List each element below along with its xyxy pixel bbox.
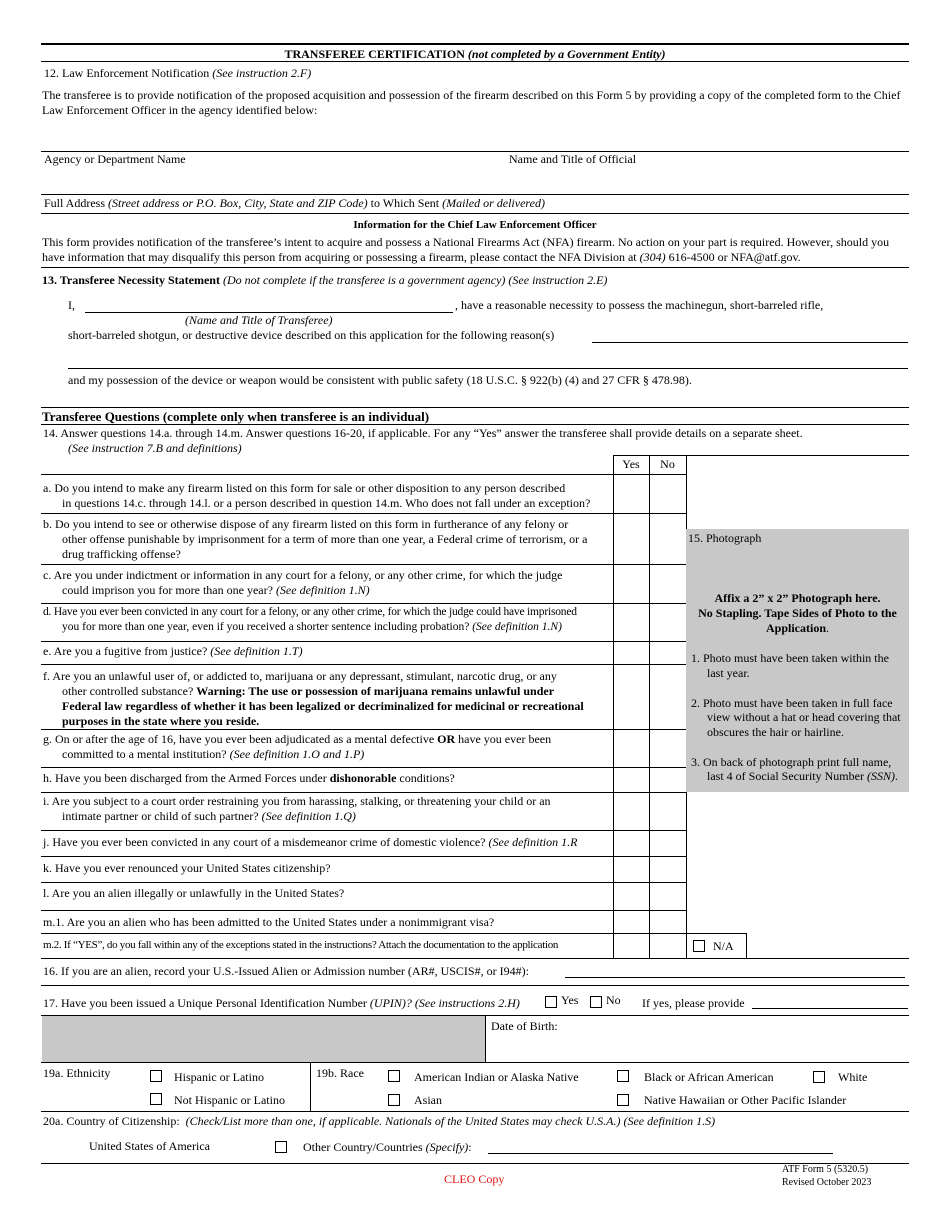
q14f-text-2: other controlled substance? Warning: The use or possession of marijuana remains unlawful under — [62, 684, 555, 698]
q14k-text: k. Have you ever renounced your United States citizenship? — [43, 861, 331, 875]
reason-line-2 — [68, 368, 908, 369]
hispanic-checkbox[interactable] — [150, 1070, 162, 1082]
q14i-no[interactable] — [650, 793, 686, 830]
row-line — [41, 641, 686, 642]
col-line — [746, 933, 747, 958]
cleo-body: This form provides notification of the transferee’s intent to acquire and possess a National Firearms Act (NFA) firearm. No action on your part is required. However, should you have information that may disqualify this person from acquiring or possessing a firearm, please contact the NFA Division at (304) 616-4500 or NFA@atf.gov. — [42, 235, 890, 264]
q14m2-no[interactable] — [650, 934, 686, 958]
row-line — [41, 792, 686, 793]
official-field[interactable] — [505, 120, 909, 150]
q14g-text: g. On or after the age of 16, have you ever been adjudicated as a mental defective OR have you ever been — [43, 732, 552, 746]
necessity-line3: and my possession of the device or weapon would be consistent with public safety (18 U.S.C. § 922(b) (4) and 27 CFR § 478.98). — [68, 373, 692, 387]
q14f-yes[interactable] — [614, 665, 649, 729]
full-address-field[interactable] — [41, 168, 909, 194]
photo-affix-3: Application. — [765, 621, 829, 635]
law-enforcement-notification-label: 12. Law Enforcement Notification (See instruction 2.F) — [44, 66, 312, 80]
citizenship-label: 20a. Country of Citizenship: (Check/List more than one, if applicable. Nationals of the United States may check U.S.A.) (See definition 1.S) — [43, 1114, 716, 1128]
race-aian-checkbox[interactable] — [388, 1070, 400, 1082]
q14a-text: a. Do you intend to make any firearm listed on this form for sale or other disposition to any person described — [43, 481, 566, 495]
questions-header: Transferee Questions (complete only when transferee is an individual) — [42, 409, 430, 424]
row-line — [41, 729, 686, 730]
q14d-text-2: you for more than one year, even if you received a shorter sentence including probation? (See definition 1.N) — [62, 621, 562, 633]
other-country-line — [488, 1153, 833, 1154]
q14b-text-2: other offense punishable by imprisonment for a term of more than one year, a Federal crime of terrorism, or a — [62, 532, 588, 546]
dob-label: Date of Birth: — [491, 1019, 558, 1033]
photo-req-2: 2. Photo must have been taken in full face — [691, 696, 893, 710]
transferee-name-field[interactable] — [85, 296, 453, 312]
q14a-text-2: in questions 14.c. through 14.l. or a person described in question 14.m. Who does not fall under an exception? — [62, 496, 591, 510]
q14l-text: l. Are you an alien illegally or unlawfully in the United States? — [43, 886, 345, 900]
rule — [41, 213, 909, 214]
agency-field[interactable] — [41, 120, 501, 150]
race-black-label: Black or African American — [644, 1070, 774, 1084]
q14e-yes[interactable] — [614, 642, 649, 664]
i-label: I, — [68, 298, 75, 312]
rule — [41, 267, 909, 268]
q14k-no[interactable] — [650, 857, 686, 882]
row-line — [41, 856, 686, 857]
q14d-text: d. Have you ever been convicted in any court for a felony, or any other crime, for which the judge could have imprisoned — [43, 606, 577, 618]
not-hispanic-checkbox[interactable] — [150, 1093, 162, 1105]
q14j-yes[interactable] — [614, 831, 649, 856]
q14b-text: b. Do you intend to see or otherwise dispose of any firearm listed on this form in furtherance of any felony or — [43, 517, 569, 531]
q14b-yes[interactable] — [614, 514, 649, 564]
no-header: No — [660, 457, 675, 471]
q14g-yes[interactable] — [614, 730, 649, 767]
photo-req-2b: view without a hat or head covering that — [707, 710, 901, 724]
row-line — [41, 882, 686, 883]
q14-intro-note: (See instruction 7.B and definitions) — [68, 441, 242, 455]
row-line — [41, 474, 686, 475]
q14h-yes[interactable] — [614, 768, 649, 792]
q14l-no[interactable] — [650, 883, 686, 910]
q14i-yes[interactable] — [614, 793, 649, 830]
race-aian-label: American Indian or Alaska Native — [414, 1070, 579, 1084]
q14f-text: f. Are you an unlawful user of, or addicted to, marijuana or any depressant, stimulant, narcotic drug, or any — [43, 669, 557, 683]
row-line — [41, 513, 686, 514]
q14g-no[interactable] — [650, 730, 686, 767]
photo-req-1b: last year. — [707, 666, 750, 680]
q14c-text-2: could imprison you for more than one year? (See definition 1.N) — [62, 583, 370, 597]
row-line — [41, 958, 909, 959]
photo-affix-1: Affix a 2” x 2” Photograph here. — [714, 591, 881, 605]
usa-label: United States of America — [89, 1139, 210, 1153]
q14c-text: c. Are you under indictment or information in any court for a felony, or any other crime, for which the judge — [43, 568, 563, 582]
q14m1-no[interactable] — [650, 911, 686, 933]
reason-line — [592, 342, 908, 343]
q14f-text-4: purposes in the state where you reside. — [62, 714, 260, 728]
upin-provide-label: If yes, please provide — [642, 996, 745, 1010]
reason-field[interactable] — [592, 326, 908, 342]
photo-req-1: 1. Photo must have been taken within the — [691, 651, 889, 665]
race-asian-label: Asian — [414, 1093, 442, 1107]
q16-label: 16. If you are an alien, record your U.S.-Issued Alien or Admission number (AR#, USCIS#, or I94#): — [43, 964, 529, 978]
row-line — [41, 910, 686, 911]
ethnicity-label: 19a. Ethnicity — [43, 1066, 111, 1080]
rule — [41, 1111, 909, 1112]
necessity-text: , have a reasonable necessity to possess the machinegun, short-barreled rifle, — [455, 298, 824, 312]
rule — [41, 424, 909, 425]
q14h-no[interactable] — [650, 768, 686, 792]
q14b-no[interactable] — [650, 514, 686, 564]
q14b-text-3: drug trafficking offense? — [62, 547, 181, 561]
upin-yes-checkbox[interactable] — [545, 996, 557, 1008]
q14i-text: i. Are you subject to a court order restraining you from harassing, stalking, or threatening your child or an — [43, 794, 551, 808]
alien-number-line — [565, 977, 905, 978]
q14g-text-2: committed to a mental institution? (See definition 1.O and 1.P) — [62, 747, 365, 761]
race-black-checkbox[interactable] — [617, 1070, 629, 1082]
reason-field-2[interactable] — [68, 350, 908, 368]
other-country-field[interactable] — [488, 1137, 833, 1153]
race-nhpi-checkbox[interactable] — [617, 1094, 629, 1106]
other-country-checkbox[interactable] — [275, 1141, 287, 1153]
q14l-yes[interactable] — [614, 883, 649, 910]
address-label: Full Address (Street address or P.O. Box, City, State and ZIP Code) to Which Sent (Mailed or delivered) — [44, 196, 545, 210]
alien-number-field[interactable] — [565, 960, 905, 977]
upin-yes-label: Yes — [561, 993, 579, 1007]
row-line — [41, 664, 686, 665]
top-rule — [41, 43, 909, 45]
q14-intro: 14. Answer questions 14.a. through 14.m. Answer questions 16-20, if applicable. For any “Yes” answer the transferee shall provide details on a separate sheet. — [43, 426, 803, 440]
notification-body: The transferee is to provide notification of the proposed acquisition and possession of the firearm described on this Form 5 by providing a copy of the completed form to the Chief Law Enforcement Officer in the agency identified below: — [42, 88, 901, 117]
q14m1-yes[interactable] — [614, 911, 649, 933]
rule — [41, 985, 909, 986]
q14c-yes[interactable] — [614, 565, 649, 603]
q14a-no[interactable] — [650, 475, 686, 513]
form-number: ATF Form 5 (5320.5) — [782, 1164, 869, 1175]
hispanic-label: Hispanic or Latino — [174, 1070, 264, 1084]
race-label: 19b. Race — [316, 1066, 364, 1080]
q14h-text: h. Have you been discharged from the Armed Forces under dishonorable conditions? — [43, 771, 455, 785]
q14k-yes[interactable] — [614, 857, 649, 882]
not-hispanic-label: Not Hispanic or Latino — [174, 1093, 285, 1107]
yes-header: Yes — [622, 457, 640, 471]
rule — [41, 407, 909, 408]
q14d-no[interactable] — [650, 604, 686, 641]
q14c-no[interactable] — [650, 565, 686, 603]
q14f-text-3: Federal law regardless of whether it has been legalized or decriminalized for medicinal or recreational — [62, 699, 584, 713]
q14m2-yes[interactable] — [614, 934, 649, 958]
rule — [41, 61, 909, 62]
upin-line — [752, 1008, 908, 1009]
race-nhpi-label: Native Hawaiian or Other Pacific Islander — [644, 1093, 847, 1107]
name-caption: (Name and Title of Transferee) — [185, 313, 333, 327]
upin-no-checkbox[interactable] — [590, 996, 602, 1008]
q14d-yes[interactable] — [614, 604, 649, 641]
official-label: Name and Title of Official — [509, 152, 637, 166]
other-country-label: Other Country/Countries (Specify): — [303, 1140, 472, 1154]
q14j-text: j. Have you ever been convicted in any court of a misdemeanor crime of domestic violence? (See definition 1.R — [43, 835, 578, 849]
necessity-statement-label: 13. Transferee Necessity Statement (Do not complete if the transferee is a government agency) (See instruction 2.E) — [42, 273, 608, 287]
q14e-no[interactable] — [650, 642, 686, 664]
photo-affix-2: No Stapling. Tape Sides of Photo to the — [698, 606, 897, 620]
photo-req-3b: last 4 of Social Security Number (SSN). — [707, 769, 898, 783]
row-line — [41, 830, 686, 831]
row-line — [41, 933, 686, 934]
dob-field[interactable] — [486, 1035, 908, 1062]
race-white-checkbox[interactable] — [813, 1071, 825, 1083]
revision-date: Revised October 2023 — [782, 1177, 872, 1188]
na-checkbox[interactable] — [693, 940, 705, 952]
agency-label: Agency or Department Name — [44, 152, 186, 166]
q14j-no[interactable] — [650, 831, 686, 856]
race-asian-checkbox[interactable] — [388, 1094, 400, 1106]
bottom-rule — [41, 1163, 909, 1164]
q14m2-text: m.2. If “YES”, do you fall within any of the exceptions stated in the instructions? Attach the documentation to the application — [43, 939, 559, 951]
upin-field[interactable] — [752, 992, 908, 1008]
rule — [686, 933, 746, 934]
shaded-area — [42, 1016, 485, 1062]
rule — [41, 1062, 909, 1063]
q14e-text: e. Are you a fugitive from justice? (See definition 1.T) — [43, 644, 303, 658]
col-line — [310, 1062, 311, 1111]
upin-no-label: No — [606, 993, 621, 1007]
q14a-yes[interactable] — [614, 475, 649, 513]
q14i-text-2: intimate partner or child of such partner? (See definition 1.Q) — [62, 809, 356, 823]
q14m1-text: m.1. Are you an alien who has been admitted to the United States under a nonimmigrant visa? — [43, 915, 495, 929]
cleo-copy-label: CLEO Copy — [444, 1172, 505, 1186]
q14f-no[interactable] — [650, 665, 686, 729]
section-title: TRANSFEREE CERTIFICATION (not completed by a Government Entity) — [284, 47, 666, 61]
race-white-label: White — [838, 1070, 868, 1084]
cleo-heading: Information for the Chief Law Enforcement Officer — [353, 219, 597, 231]
row-line — [41, 603, 686, 604]
address-line — [41, 194, 909, 195]
photo-req-2c: obscures the hair or hairline. — [707, 725, 844, 739]
photo-label: 15. Photograph — [688, 531, 762, 545]
q17-label: 17. Have you been issued a Unique Personal Identification Number (UPIN)? (See instructions 2.H) — [43, 996, 520, 1010]
na-label: N/A — [713, 939, 734, 953]
rule — [613, 455, 909, 456]
photo-req-3: 3. On back of photograph print full name, — [691, 755, 892, 769]
necessity-line2: short-barreled shotgun, or destructive device described on this application for the following reason(s) — [68, 328, 555, 342]
row-line — [41, 564, 686, 565]
row-line — [41, 767, 686, 768]
